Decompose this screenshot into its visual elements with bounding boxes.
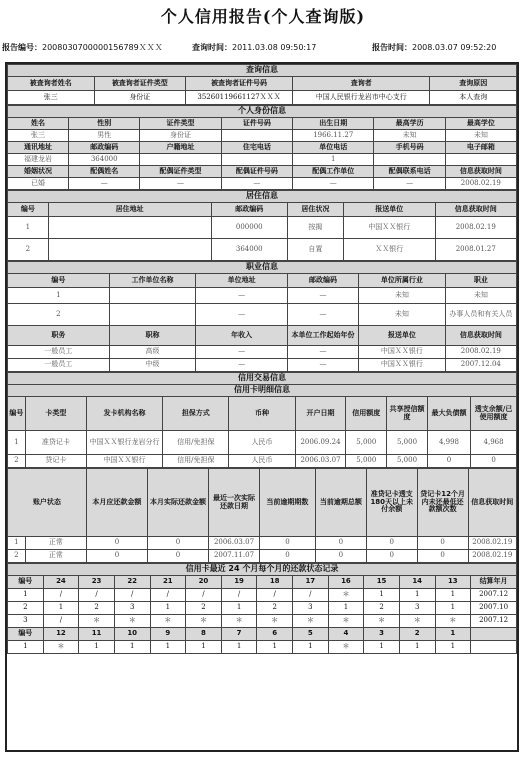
table-cell: 0 [417,550,468,563]
table-cell: 张三 [8,130,69,142]
table-cell: 1966.11.27 [293,130,374,142]
column-header: 6 [257,628,293,641]
table-cell: 0 [147,537,208,550]
column-header: 本月实际还款金额 [147,469,208,537]
job-table [7,261,517,372]
table-cell: 0 [471,455,517,468]
table-cell: 4,998 [427,431,470,455]
table-cell: 信用/免担保 [163,431,229,455]
table-cell: 1 [150,641,186,654]
residence-section-title: 居住信息 [8,191,517,203]
table-cell: 中国ＸＸ银行 [359,346,446,359]
table-cell: ＊ [79,615,115,628]
table-cell: — [287,288,358,304]
table-cell: 5,000 [346,431,387,455]
residence-table [7,190,517,261]
table-cell: — [196,359,288,372]
table-cell: 福建龙岩 [8,154,69,166]
column-header: 单位所属行业 [359,274,446,288]
table-cell: 0 [417,537,468,550]
table-cell: 1 [328,602,364,615]
column-header: 被查询者姓名 [8,77,95,91]
column-header: 7 [221,628,257,641]
table-cell: 0 [427,455,470,468]
column-header: 账户状态 [8,469,87,537]
column-header: 最大负债额 [427,397,470,431]
table-cell: 1 [435,602,471,615]
table-cell: 张三 [8,91,95,105]
table-cell: 3 [293,602,329,615]
column-header: 配偶工作单位 [293,166,374,178]
table-cell: 1 [399,589,435,602]
column-header: 编号 [8,274,110,288]
table-cell: / [257,589,293,602]
table-cell: 1 [8,641,44,654]
column-header: 结算年月 [471,576,517,589]
table-cell: 5,000 [387,431,428,455]
column-header: 通讯地址 [8,142,69,154]
table-cell: 0 [315,537,366,550]
credit-section-title: 信用交易信息 [8,373,517,385]
table-cell: 身份证 [94,91,186,105]
table-cell: 2007.11.07 [209,550,260,563]
table-cell: 1 [8,537,26,550]
column-header: 性别 [69,118,140,130]
table-cell: 1 [399,641,435,654]
table-cell: 未知 [445,130,516,142]
table-cell: 2008.02.19 [445,178,516,190]
column-header: 24 [43,576,79,589]
table-cell: ＊ [293,615,329,628]
table-cell: ＊ [328,589,364,602]
query-table [7,64,517,105]
column-header: 1 [435,628,471,641]
table-cell: 2 [8,550,26,563]
table-cell: 未知 [374,130,445,142]
column-header: 最高学位 [445,118,516,130]
table-cell: 1 [8,431,26,455]
credit-status-table [7,468,517,563]
column-header: 准贷记卡透支180天以上未付余额 [366,469,417,537]
column-header: 信息获取时间 [468,469,516,537]
table-cell: 1 [43,602,79,615]
table-cell: 男性 [69,130,140,142]
table-cell [471,641,517,654]
table-cell: 中国ＸＸ银行龙岩分行 [86,431,162,455]
table-cell: 2 [8,602,44,615]
column-header: 15 [364,576,400,589]
table-cell: ＊ [221,615,257,628]
table-cell: 2 [257,602,293,615]
table-cell: 3 [399,602,435,615]
table-cell: 2 [8,304,110,326]
column-header: 居住状况 [287,203,343,217]
table-cell: 1 [114,641,150,654]
table-cell: 0 [259,537,315,550]
table-cell: — [221,178,292,190]
table-cell: 中国人民银行龙岩市中心支行 [293,91,430,105]
table-cell: 1 [293,641,329,654]
credit-subsection-title: 信用卡明细信息 [8,385,517,397]
table-cell: 2006.09.24 [295,431,346,455]
column-header: 最近一次实际还款日期 [209,469,260,537]
table-cell: ＊ [399,615,435,628]
report-meta [0,42,526,54]
table-cell: 未知 [445,288,516,304]
column-header: 配偶证件类型 [140,166,221,178]
column-header: 报送单位 [359,326,446,346]
column-header: 职务 [8,326,110,346]
job-section-title: 职业信息 [8,262,517,274]
table-cell: 2 [186,602,222,615]
column-header: 发卡机构名称 [86,397,162,431]
table-cell: 2006.03.07 [209,537,260,550]
table-cell: 中级 [109,359,196,372]
table-cell: — [196,288,288,304]
query-time: 查询时间：2011.03.08 09:50:17 [192,43,317,52]
table-cell: 2 [79,602,115,615]
table-cell: 一般员工 [8,359,110,372]
table-cell: 准贷记卡 [25,431,86,455]
column-header: 职业 [445,274,516,288]
column-header: 查询原因 [430,77,517,91]
table-cell: ＸＸ银行 [343,239,435,261]
report-sheet [5,62,519,752]
table-cell: 2007.12 [471,615,517,628]
column-header: 透支余额/已使用额度 [471,397,517,431]
column-header: 12 [43,628,79,641]
table-cell: 未知 [359,288,446,304]
column-header: 4 [328,628,364,641]
column-header: 本月应还款金额 [86,469,147,537]
table-cell: 1 [79,641,115,654]
table-cell: 中国ＸＸ银行 [86,455,162,468]
table-cell: 1 [293,154,374,166]
table-cell: 1 [150,602,186,615]
column-header: 婚姻状况 [8,166,69,178]
table-cell: 贷记卡 [25,455,86,468]
table-cell: ＊ [328,641,364,654]
table-cell: — [287,359,358,372]
table-cell: 0 [86,537,147,550]
table-cell [221,130,292,142]
column-header: 23 [79,576,115,589]
table-cell: 1 [186,641,222,654]
column-header: 工作单位名称 [109,274,196,288]
column-header: 电子邮箱 [445,142,516,154]
table-cell: / [114,589,150,602]
column-header: 配偶姓名 [69,166,140,178]
column-header: 职称 [109,326,196,346]
table-cell: 4,968 [471,431,517,455]
table-cell: 1 [8,288,110,304]
column-header: 11 [79,628,115,641]
table-cell: 1 [8,589,44,602]
column-header: 被查询者证件号码 [186,77,293,91]
table-cell: 3 [8,615,44,628]
table-cell: — [287,346,358,359]
table-cell: 0 [315,550,366,563]
table-cell: 按揭 [287,217,343,239]
table-cell: 2008.01.27 [435,239,516,261]
table-cell: ＊ [328,615,364,628]
table-cell [109,304,196,326]
table-cell: 正常 [25,550,86,563]
table-cell: — [69,178,140,190]
column-header: 单位电话 [293,142,374,154]
column-header: 2 [399,628,435,641]
table-cell: 身份证 [140,130,221,142]
table-cell [48,239,211,261]
table-cell: 已婚 [8,178,69,190]
table-cell: 2 [8,455,26,468]
table-cell: 364000 [69,154,140,166]
table-cell: 一般员工 [8,346,110,359]
table-cell: 1 [364,641,400,654]
column-header: 年收入 [196,326,288,346]
table-cell: 办事人员和有关人员 [445,304,516,326]
repay-table [7,563,517,654]
column-header: 编号 [8,576,44,589]
column-header: 14 [399,576,435,589]
identity-section-title: 个人身份信息 [8,106,517,118]
table-cell: 2007.10 [471,602,517,615]
table-cell: 1 [8,217,49,239]
column-header: 信息获取时间 [445,166,516,178]
table-cell: 3 [114,602,150,615]
table-cell: 1 [221,602,257,615]
table-cell: 0 [259,550,315,563]
table-cell: 信用/免担保 [163,455,229,468]
table-cell [140,154,221,166]
column-header: 最高学历 [374,118,445,130]
column-header: 居住地址 [48,203,211,217]
table-cell: / [43,589,79,602]
column-header: 5 [293,628,329,641]
table-cell: 364000 [211,239,287,261]
table-cell [109,288,196,304]
table-cell: 1 [435,641,471,654]
table-cell: 2008.02.19 [445,346,516,359]
column-header: 17 [293,576,329,589]
table-cell: — [196,346,288,359]
column-header: 邮政编码 [287,274,358,288]
column-header: 信用额度 [346,397,387,431]
table-cell: ＊ [150,615,186,628]
table-cell: 中国ＸＸ银行 [343,217,435,239]
column-header: 21 [150,576,186,589]
column-header: 单位地址 [196,274,288,288]
table-cell: 1 [435,589,471,602]
table-cell: ＊ [186,615,222,628]
column-header: 姓名 [8,118,69,130]
table-cell: 1 [257,641,293,654]
column-header: 手机号码 [374,142,445,154]
table-cell: / [293,589,329,602]
table-cell: ＊ [257,615,293,628]
table-cell: 5,000 [387,455,428,468]
table-cell: / [79,589,115,602]
column-header [471,628,517,641]
table-cell: 未知 [359,304,446,326]
table-cell [48,217,211,239]
column-header: 邮政编码 [211,203,287,217]
column-header: 9 [150,628,186,641]
table-cell: 000000 [211,217,287,239]
column-header: 16 [328,576,364,589]
identity-table [7,105,517,190]
column-header: 贷记卡12个月内未还最低还款额次数 [417,469,468,537]
table-cell: 自置 [287,239,343,261]
column-header: 19 [221,576,257,589]
table-cell: 人民币 [229,431,295,455]
column-header: 卡类型 [25,397,86,431]
column-header: 担保方式 [163,397,229,431]
table-cell: 2008.02.19 [468,537,516,550]
column-header: 编号 [8,203,49,217]
repay-section-title: 信用卡最近 24 个月每个月的还款状态记录 [8,564,517,576]
query-section-title: 查询信息 [8,65,517,77]
column-header: 3 [364,628,400,641]
table-cell: / [43,615,79,628]
table-cell: / [221,589,257,602]
column-header: 编号 [8,628,44,641]
column-header: 22 [114,576,150,589]
column-header: 被查询者证件类型 [94,77,186,91]
table-cell: 352601196611​27ＸＸＸ [186,91,293,105]
column-header: 邮政编码 [69,142,140,154]
column-header: 8 [186,628,222,641]
table-cell: 中国ＸＸ银行 [359,359,446,372]
column-header: 证件号码 [221,118,292,130]
table-cell: 高级 [109,346,196,359]
table-cell [374,154,445,166]
column-header: 20 [186,576,222,589]
table-cell: 本人查询 [430,91,517,105]
table-cell: — [293,178,374,190]
column-header: 配偶联系电话 [374,166,445,178]
table-cell: 2007.12 [471,589,517,602]
table-cell [221,154,292,166]
column-header: 信息获取时间 [435,203,516,217]
column-header: 10 [114,628,150,641]
table-cell [445,154,516,166]
report-no: 报告编号：2008030700000156789ＸＸＸ [2,43,163,52]
table-cell: 0 [86,550,147,563]
table-cell: / [150,589,186,602]
table-cell: — [196,304,288,326]
column-header: 币种 [229,397,295,431]
table-cell: 2006.03.07 [295,455,346,468]
column-header: 配偶证件号码 [221,166,292,178]
column-header: 信息获取时间 [445,326,516,346]
table-cell: — [140,178,221,190]
table-cell: 2008.02.19 [468,550,516,563]
table-cell: 2007.12.04 [445,359,516,372]
column-header: 编号 [8,397,26,431]
table-cell: 0 [147,550,208,563]
table-cell: 2 [8,239,49,261]
column-header: 18 [257,576,293,589]
column-header: 当前逾期总额 [315,469,366,537]
report-time: 报告时间：2008.03.07 09:52:20 [372,43,497,52]
table-cell: ＊ [364,615,400,628]
column-header: 本单位工作起始年份 [287,326,358,346]
table-cell: / [186,589,222,602]
table-cell: — [374,178,445,190]
table-cell: 正常 [25,537,86,550]
column-header: 共享授信额度 [387,397,428,431]
credit-table [7,372,517,468]
table-cell: 0 [366,537,417,550]
column-header: 当前逾期期数 [259,469,315,537]
table-cell: 1 [221,641,257,654]
column-header: 报送单位 [343,203,435,217]
column-header: 开户日期 [295,397,346,431]
table-cell: 2008.02.19 [435,217,516,239]
column-header: 户籍地址 [140,142,221,154]
table-cell: ＊ [114,615,150,628]
table-cell: ＊ [43,641,79,654]
table-cell: 5,000 [346,455,387,468]
table-cell: 人民币 [229,455,295,468]
table-cell: — [287,304,358,326]
column-header: 住宅电话 [221,142,292,154]
table-cell: ＊ [435,615,471,628]
table-cell: 2 [364,602,400,615]
column-header: 出生日期 [293,118,374,130]
column-header: 13 [435,576,471,589]
column-header: 证件类型 [140,118,221,130]
report-title: 个人信用报告(个人查询版) [160,7,366,26]
column-header: 查询者 [293,77,430,91]
table-cell: 1 [364,589,400,602]
table-cell: 0 [366,550,417,563]
